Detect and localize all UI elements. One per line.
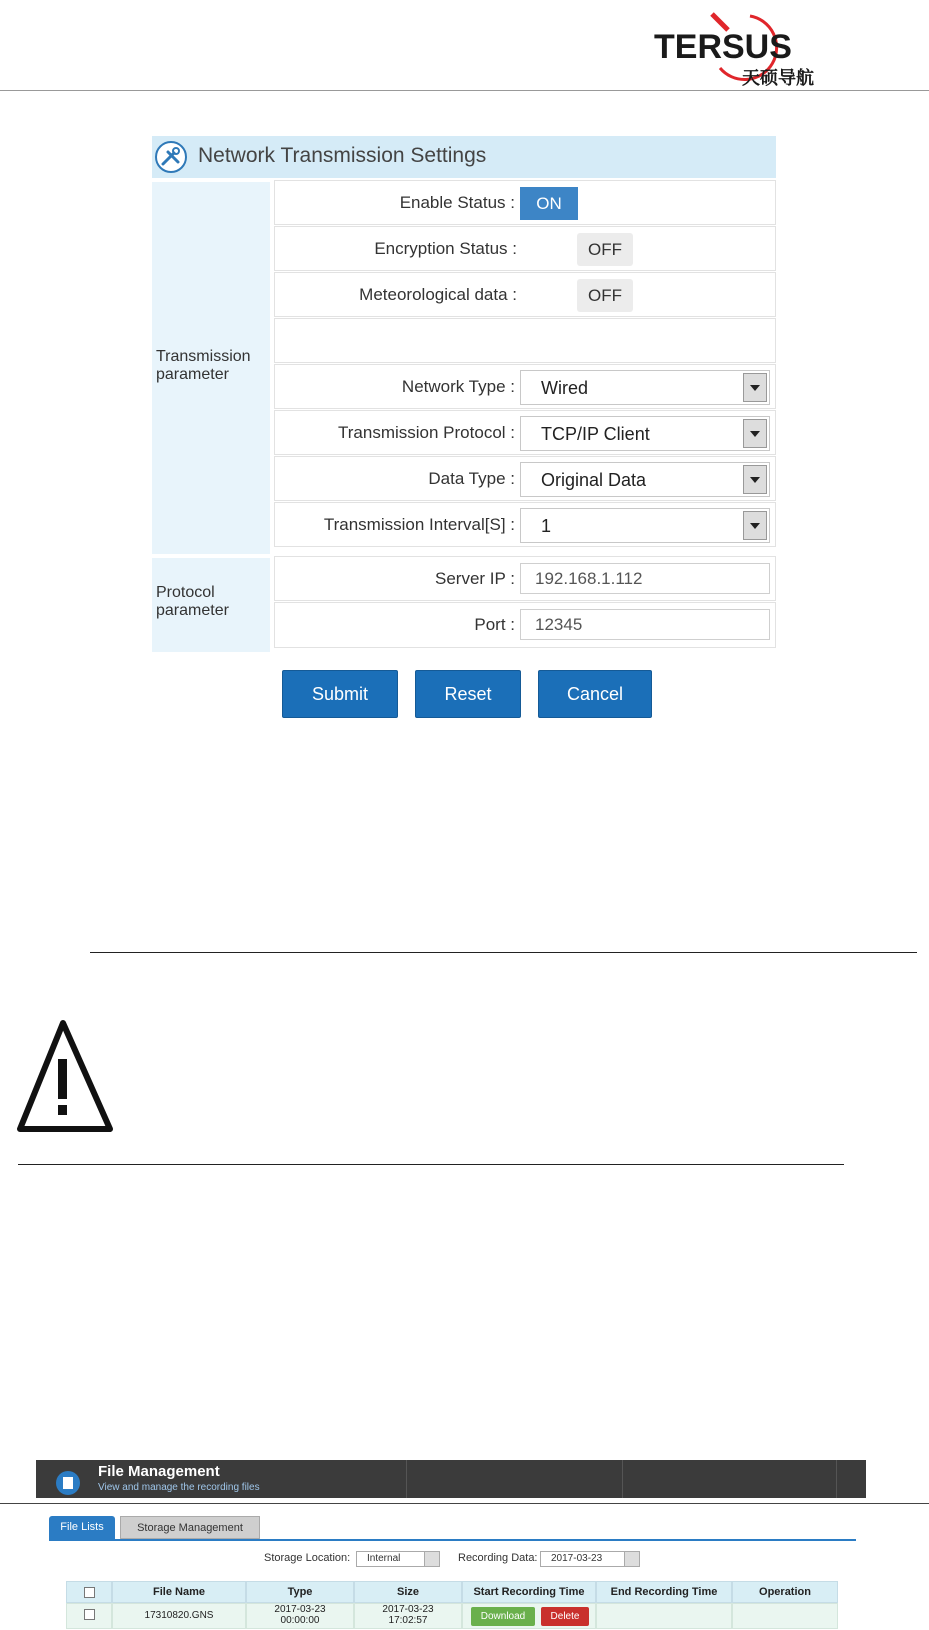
encryption-status-label: Encryption Status : bbox=[374, 239, 517, 258]
col-type: Type bbox=[246, 1581, 354, 1603]
warning-icon bbox=[16, 1017, 114, 1135]
file-management-bar bbox=[36, 1460, 866, 1498]
operation-cell bbox=[732, 1603, 838, 1629]
encryption-status-row bbox=[274, 226, 776, 271]
enable-status-label: Enable Status : bbox=[399, 193, 515, 212]
submit-button[interactable]: Submit bbox=[282, 670, 398, 718]
bottom-rule bbox=[18, 1164, 844, 1165]
panel-title: Network Transmission Settings bbox=[198, 144, 487, 167]
transmission-section bbox=[152, 182, 270, 554]
cancel-button[interactable]: Cancel bbox=[538, 670, 652, 718]
reset-button[interactable]: Reset bbox=[415, 670, 521, 718]
network-type-value: Wired bbox=[541, 378, 589, 398]
top-rule bbox=[90, 952, 917, 953]
network-transmission-panel bbox=[152, 136, 776, 652]
chevron-down-icon[interactable] bbox=[624, 1552, 639, 1566]
transmission-protocol-label: Transmission Protocol : bbox=[338, 423, 515, 442]
file-management-subtitle: View and manage the recording files bbox=[98, 1482, 260, 1493]
transmission-interval-value: 1 bbox=[541, 516, 552, 536]
transmission-interval-row bbox=[274, 502, 776, 547]
enable-status-toggle[interactable]: ON bbox=[520, 187, 578, 220]
file-management-title: File Management bbox=[98, 1463, 220, 1480]
chevron-down-icon[interactable] bbox=[743, 419, 767, 448]
server-ip-value: 192.168.1.112 bbox=[535, 569, 643, 588]
port-input[interactable] bbox=[520, 609, 770, 640]
type-line1: 2017-03-23 bbox=[274, 1604, 326, 1615]
file-name-cell: 17310820.GNS bbox=[112, 1603, 246, 1629]
meteorological-row bbox=[274, 272, 776, 317]
col-end-time: End Recording Time bbox=[596, 1581, 732, 1603]
size-line1: 2017-03-23 bbox=[382, 1604, 434, 1615]
chevron-down-icon[interactable] bbox=[743, 511, 767, 540]
row-select-cell bbox=[66, 1603, 112, 1629]
select-all-checkbox[interactable] bbox=[84, 1587, 95, 1598]
network-type-select[interactable] bbox=[520, 370, 770, 405]
svg-text:天硕导航: 天硕导航 bbox=[742, 68, 814, 88]
col-size: Size bbox=[354, 1581, 462, 1603]
port-label: Port : bbox=[474, 615, 515, 634]
chevron-down-icon[interactable] bbox=[743, 465, 767, 494]
protocol-section bbox=[152, 558, 270, 652]
tab-underline bbox=[49, 1539, 856, 1541]
enable-status-row bbox=[274, 180, 776, 225]
network-type-label: Network Type : bbox=[401, 377, 515, 396]
tersus-logo bbox=[650, 8, 850, 88]
file-management-rule bbox=[0, 1503, 929, 1504]
svg-text:TERSUS: TERSUS bbox=[654, 28, 792, 66]
start-time-cell bbox=[462, 1603, 596, 1629]
transmission-protocol-row bbox=[274, 410, 776, 455]
data-type-row bbox=[274, 456, 776, 501]
download-button[interactable]: Download bbox=[471, 1607, 535, 1626]
transmission-protocol-value: TCP/IP Client bbox=[541, 424, 650, 444]
panel-header bbox=[152, 136, 776, 178]
storage-location-value: Internal bbox=[367, 1553, 401, 1564]
data-type-label: Data Type : bbox=[428, 469, 515, 488]
storage-location-select[interactable] bbox=[356, 1551, 440, 1567]
file-icon bbox=[56, 1471, 80, 1495]
recording-date-select[interactable] bbox=[540, 1551, 640, 1567]
col-operation: Operation bbox=[732, 1581, 838, 1603]
size-cell bbox=[354, 1603, 462, 1629]
storage-location-label: Storage Location: bbox=[264, 1552, 351, 1564]
transmission-interval-select[interactable] bbox=[520, 508, 770, 543]
network-type-row bbox=[274, 364, 776, 409]
data-type-value: Original Data bbox=[541, 470, 647, 490]
data-type-select[interactable] bbox=[520, 462, 770, 497]
protocol-section-label: Protocol parameter bbox=[156, 584, 229, 619]
chevron-down-icon[interactable] bbox=[424, 1552, 439, 1566]
type-cell bbox=[246, 1603, 354, 1629]
col-file-name: File Name bbox=[112, 1581, 246, 1603]
transmission-interval-label: Transmission Interval[S] : bbox=[323, 515, 515, 534]
end-time-cell bbox=[596, 1603, 732, 1629]
meteorological-toggle[interactable]: OFF bbox=[577, 279, 633, 312]
port-row bbox=[274, 602, 776, 648]
transmission-section-label: Transmission parameter bbox=[156, 348, 251, 383]
tab-file-lists[interactable]: File Lists bbox=[49, 1516, 115, 1539]
recording-date-label: Recording Data: bbox=[458, 1552, 538, 1564]
row-checkbox[interactable] bbox=[84, 1609, 95, 1620]
server-ip-input[interactable] bbox=[520, 563, 770, 594]
col-start-time: Start Recording Time bbox=[462, 1581, 596, 1603]
chevron-down-icon[interactable] bbox=[743, 373, 767, 402]
port-value: 12345 bbox=[535, 615, 583, 634]
type-line2: 00:00:00 bbox=[280, 1615, 320, 1626]
server-ip-row bbox=[274, 556, 776, 601]
encryption-status-toggle[interactable]: OFF bbox=[577, 233, 633, 266]
header-divider bbox=[0, 90, 929, 91]
recording-date-value: 2017-03-23 bbox=[551, 1553, 603, 1564]
select-all-header bbox=[66, 1581, 112, 1603]
size-line2: 17:02:57 bbox=[388, 1615, 428, 1626]
settings-tools-icon bbox=[154, 140, 188, 174]
tab-storage-management[interactable]: Storage Management bbox=[120, 1516, 260, 1539]
meteorological-label: Meteorological data : bbox=[359, 285, 517, 304]
empty-row bbox=[274, 318, 776, 363]
server-ip-label: Server IP : bbox=[435, 569, 515, 588]
delete-button[interactable]: Delete bbox=[541, 1607, 589, 1626]
transmission-protocol-select[interactable] bbox=[520, 416, 770, 451]
